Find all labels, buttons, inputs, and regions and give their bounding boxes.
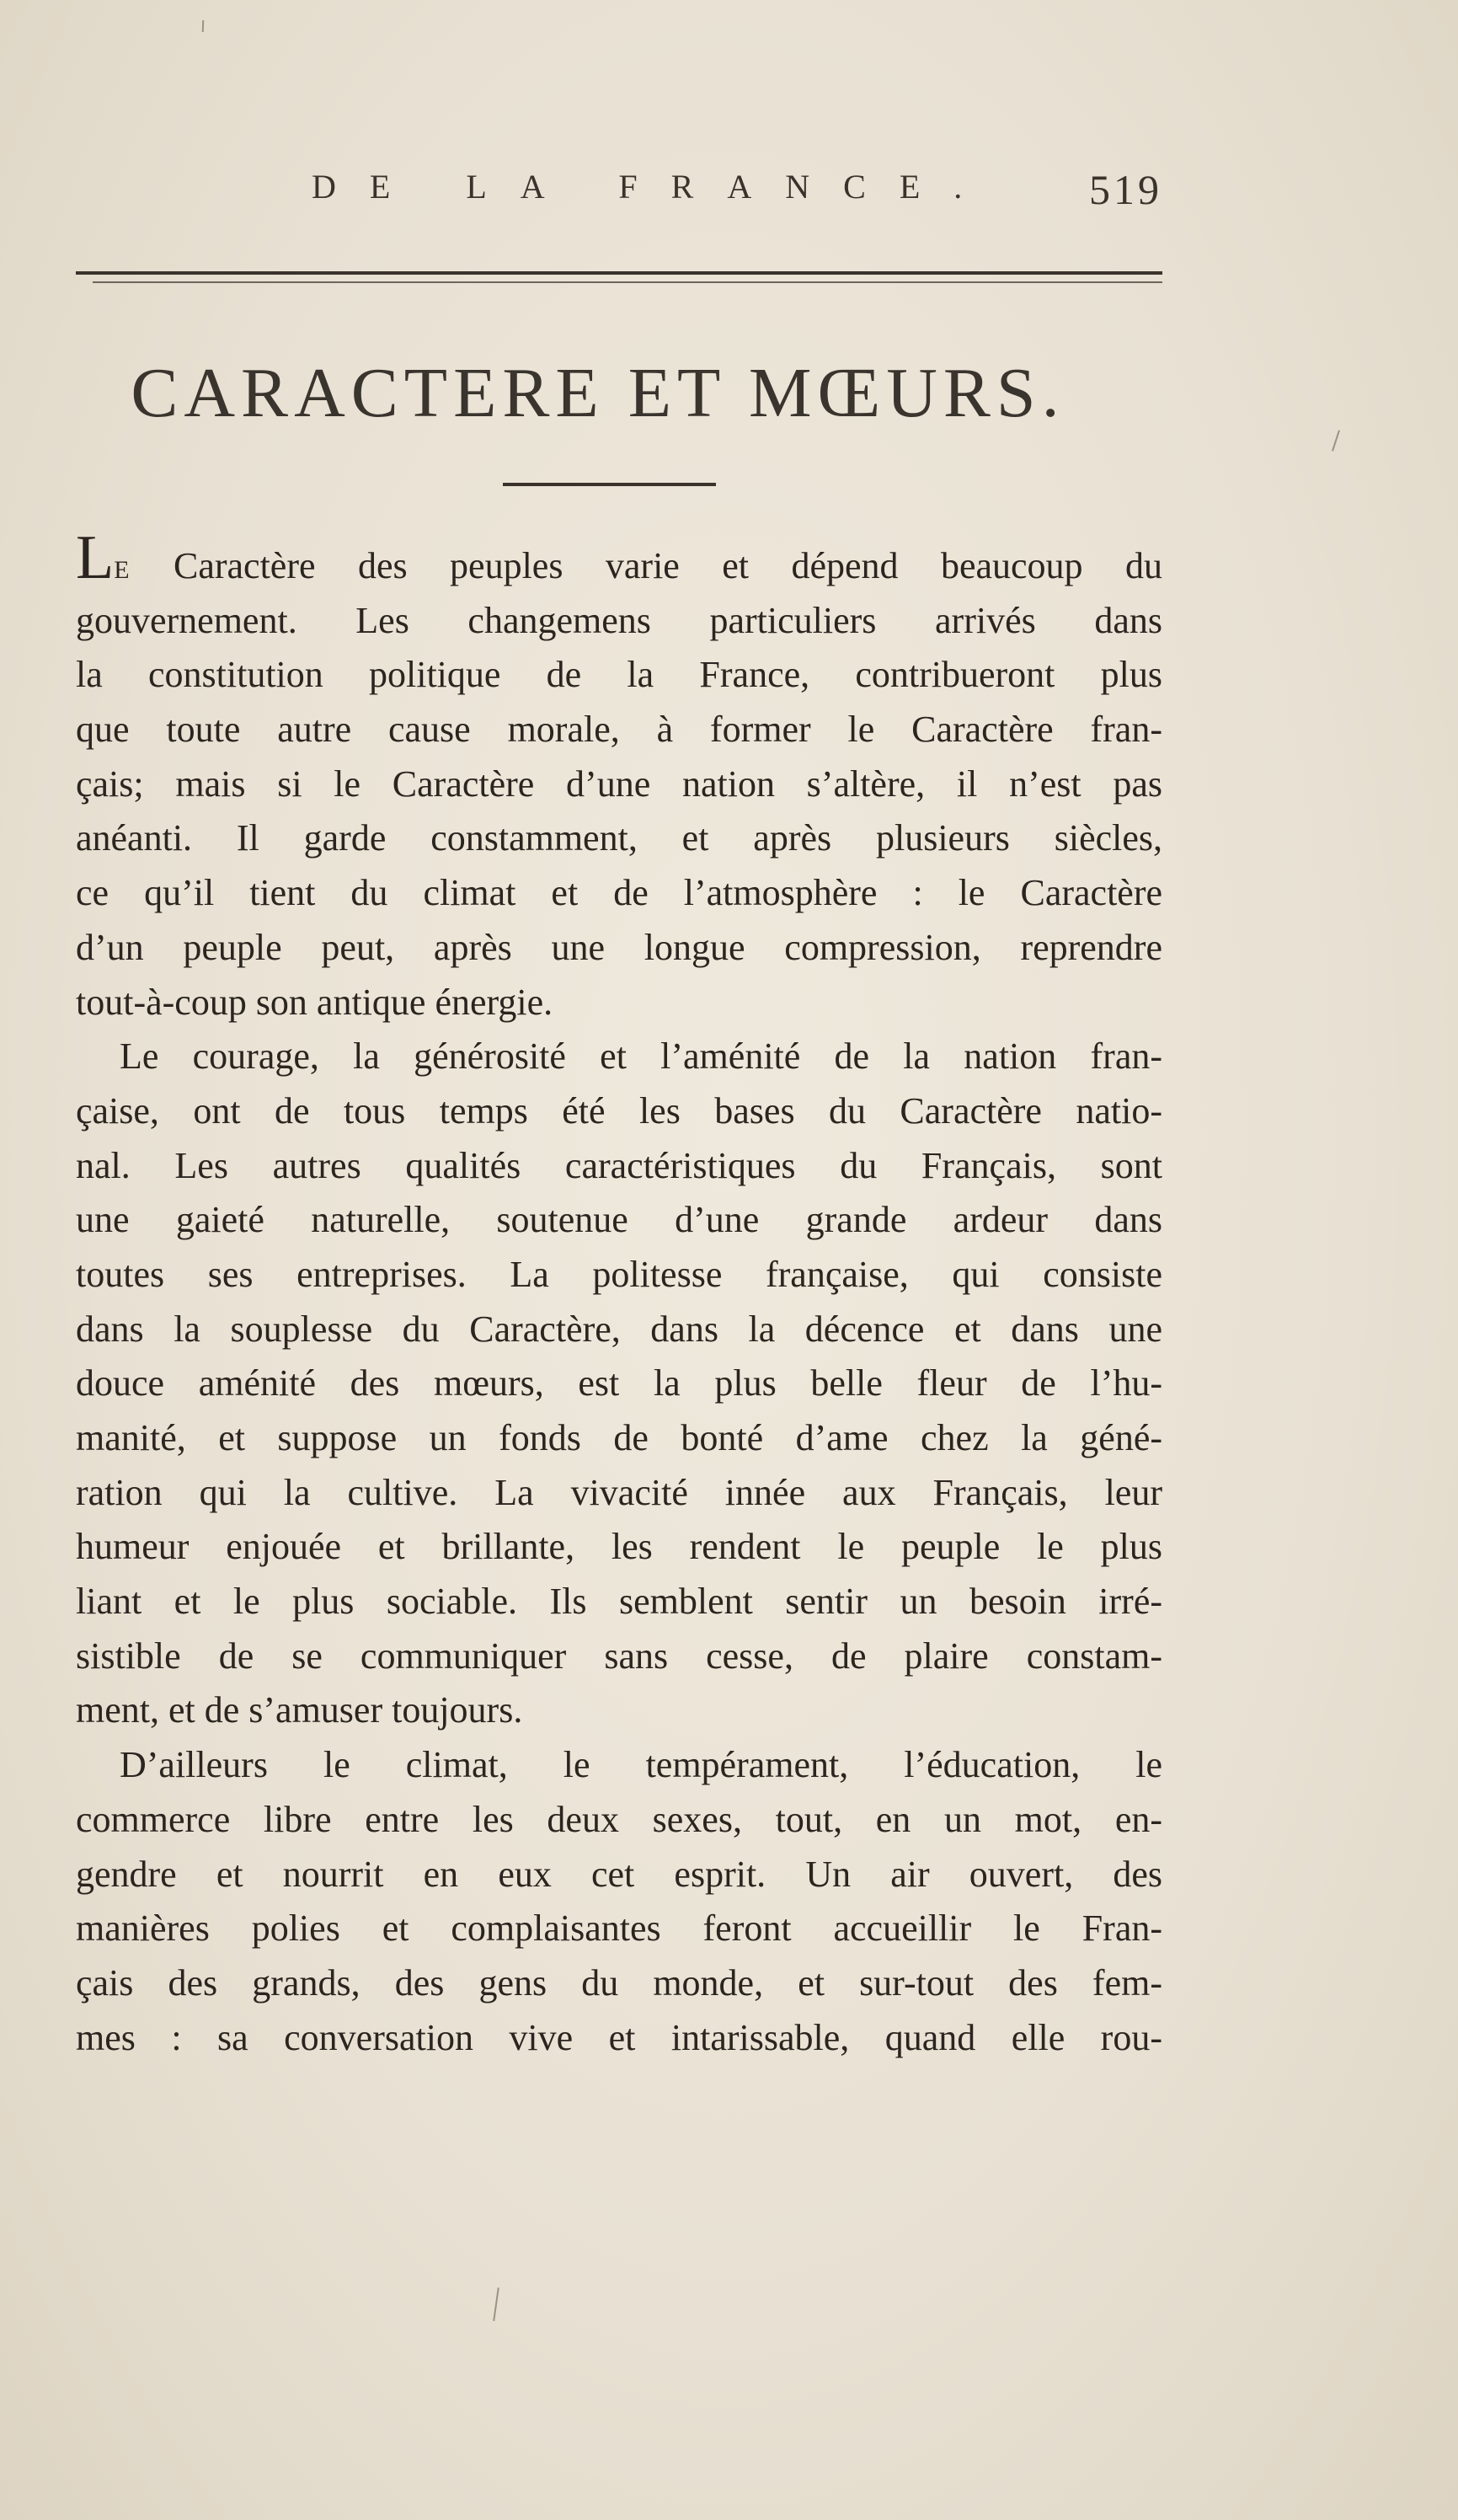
chapter-title: CARACTERE ET MŒURS. [131,354,1065,432]
paper-mark [1332,430,1340,451]
text-line: mes : sa conversation vive et intarissable, quand elle rou- [76,2016,1162,2058]
page-header [76,167,1162,226]
title-rule [503,483,716,486]
text-line: sistible de se communiquer sans cesse, de plaire constam- [76,1635,1162,1677]
text-line-content: Caractère des peuples varie et dépend beaucoup du [131,545,1162,586]
text-line: çaise, ont de tous temps été les bases du Caractère natio- [76,1089,1162,1132]
text-line: douce aménité des mœurs, est la plus belle fleur de l’hu- [76,1362,1162,1404]
text-line: ce qu’il tient du climat et de l’atmosphère : le Caractère [76,872,1162,914]
paper-mark [493,2287,499,2321]
text-line [76,523,1162,594]
text-line: la constitution politique de la France, contribueront plus [76,654,1162,696]
text-line: une gaieté naturelle, soutenue d’une grande ardeur dans [76,1199,1162,1241]
text-line: nal. Les autres qualités caractéristiques du Français, sont [76,1144,1162,1186]
text-line: que toute autre cause morale, à former le Caractère fran- [76,709,1162,751]
text-line: anéanti. Il garde constamment, et après plusieurs siècles, [76,817,1162,859]
text-line: tout-à-coup son antique énergie. [76,981,553,1023]
text-line: çais des grands, des gens du monde, et sur-tout des fem- [76,1961,1162,2004]
small-cap: E [114,556,131,584]
text-line: commerce libre entre les deux sexes, tout, en un mot, en- [76,1798,1162,1840]
text-line: manité, et suppose un fonds de bonté d’ame chez la géné- [76,1417,1162,1458]
header-rule [76,271,1162,275]
header-rule-thin [93,281,1162,283]
running-title: DE LA FRANCE. [312,168,996,206]
page-number: 519 [1089,166,1162,213]
text-line: dans la souplesse du Caractère, dans la décence et dans une [76,1308,1162,1350]
text-line: liant et le plus sociable. Ils semblent sentir un besoin irré- [76,1581,1162,1623]
text-line: ment, et de s’amuser toujours. [76,1689,523,1731]
text-line: toutes ses entreprises. La politesse française, qui consiste [76,1253,1162,1295]
paper-mark [202,20,204,32]
drop-cap: L [76,523,115,592]
text-line: d’un peuple peut, après une longue compression, reprendre [76,926,1162,968]
text-line: Le courage, la générosité et l’aménité de la nation fran- [120,1035,1162,1078]
text-line: çais; mais si le Caractère d’une nation s’altère, il n’est pas [76,762,1162,805]
text-line: manières polies et complaisantes feront accueillir le Fran- [76,1907,1162,1950]
text-line: humeur enjouée et brillante, les rendent le peuple le plus [76,1526,1162,1568]
text-line: gendre et nourrit en eux cet esprit. Un air ouvert, des [76,1853,1162,1895]
text-line: gouvernement. Les changemens particuliers arrivés dans [76,599,1162,641]
text-line: D’ailleurs le climat, le tempérament, l’éducation, le [120,1744,1162,1786]
text-line: ration qui la cultive. La vivacité innée aux Français, leur [76,1471,1162,1513]
body-text [76,523,1162,2065]
